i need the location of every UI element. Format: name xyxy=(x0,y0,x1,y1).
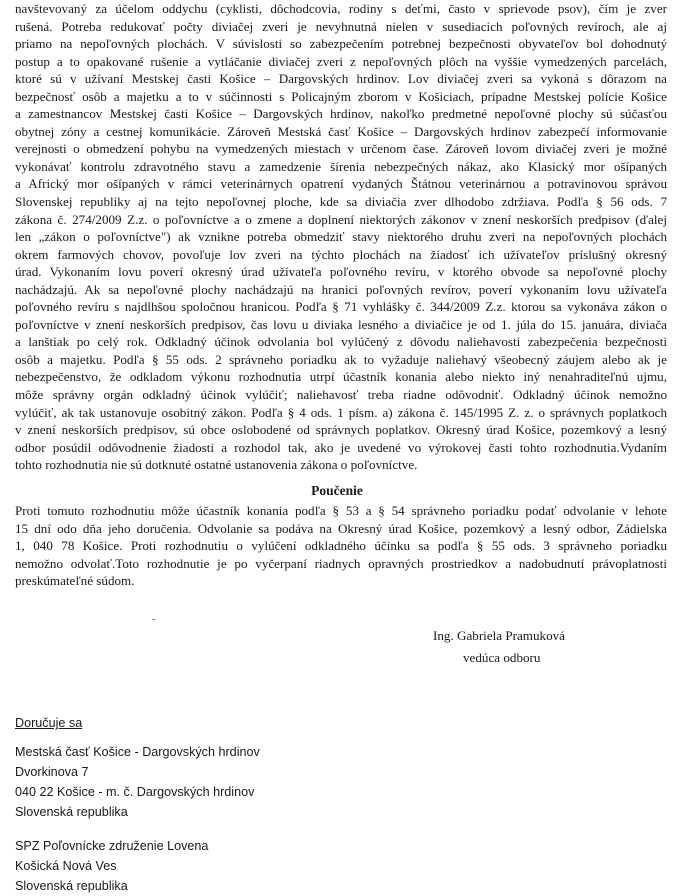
instruction-heading: Poučenie xyxy=(311,483,363,498)
text-line: vykonávať kontrolu zdravotného stavu a zamedzenie šírenia nebezpečných nákaz, ako Klasický mor ošípaných xyxy=(15,158,667,174)
text-line: a Africký mor ošípaných v rámci veterinárnych opatrení vydaných Štátnou veterinárnou a potravinovou správou xyxy=(15,176,667,192)
text-line: postup a to opakované rušenie a vytláčanie diviačej zveri z nepoľovných plôch na vyššie vymedzených parcelách, xyxy=(15,53,667,69)
text-line: nachádzajú. Ak sa nepoľovné plochy nachádzajú na hranici poľovných revírov, poverí vykonaním lovu užívateľa xyxy=(15,281,667,297)
text-line: a lanštiak po celý rok. Odkladný účinok odvolania bol vylúčený z dôvodu naliehavosti zabezpečenia bezpečnosti xyxy=(15,334,667,350)
recipient-line: SPZ Poľovnícke združenie Lovena xyxy=(15,839,209,853)
text-line: Proti tomuto rozhodnutiu môže účastník konania podľa § 53 a § 54 správneho poriadku podať odvolanie v lehote xyxy=(15,503,667,518)
text-line: len „zákon o poľovníctve") ak vznikne potreba obmedziť stavy niektorého druhu zveri na nepoľovných plochách xyxy=(15,229,667,245)
text-line: tohto rozhodnutia nie sú dotknuté ostatné ustanovenia zákona o poľovníctve. xyxy=(15,457,418,473)
text-line: verejnosti o obmedzení pohybu na vymedzených miestach v určenom čase. Zároveň lovom diviačej zveri je možné xyxy=(15,141,667,157)
text-line: 15 dní odo dňa jeho doručenia. Odvolanie sa podáva na Okresný úrad Košice, pozemkový a lesný odbor, Zádielska xyxy=(15,520,667,536)
text-line: v znení neskorších predpisov, sú obce oslobodené od správnych poplatkov. Okresný úrad Košice, pozemkový a lesný xyxy=(15,422,667,438)
text-line: a zamestnancov Mestskej časti Košice – Dargovských hrdinov, nakoľko predmetné nepoľovné plochy sú súčasťou xyxy=(15,106,667,122)
text-line: osôb a majetku. Podľa § 55 ods. 2 správneho poriadku ak to vyžaduje naliehavý všeobecný záujem alebo ak je xyxy=(15,351,667,367)
recipient-line: Slovenská republika xyxy=(15,805,128,819)
stray-mark: - xyxy=(152,614,156,625)
text-line: odbor posúdil odôvodnenie žiadosti a rozhodol tak, ako je uvedené vo výrokovej časti tohto rozhodnutia.Vydaním xyxy=(15,439,667,455)
text-line: môže správny orgán odkladný účinok vylúčiť; naliehavosť treba riadne odôvodniť. Odkladný účinok nemožno xyxy=(15,387,667,403)
decision-reasoning-text xyxy=(15,0,667,474)
text-line: obytnej zóny a cestnej komunikácie. Zároveň Mestská časť Košice – Dargovských hrdinov zabezpečí informovanie xyxy=(15,123,667,139)
text-line: vylúčiť, ak tak ustanovuje osobitný zákon. Podľa § 4 ods. 1 písm. a) zákona č. 145/1995 Z. z. o správnych poplatkoch xyxy=(15,404,667,420)
text-line: 1, 040 78 Košice. Proti rozhodnutiu o vylúčení odkladného účinku sa podľa § 55 ods. 3 správneho poriadku xyxy=(15,538,667,554)
recipient-line: Mestská časť Košice - Dargovských hrdinov xyxy=(15,745,260,759)
text-line: rušená. Potreba redukovať počty diviačej zveri je nevyhnutná nielen v susediacich poľovných revíroch, ale aj xyxy=(15,18,667,34)
text-line: nemožno odvolať.Toto rozhodnutie je po vyčerpaní riadnych opravných prostriedkov a nadobudnutí právoplatnosti xyxy=(15,555,667,571)
text-line: úrad. Vykonaním lovu poverí okresný úrad užívateľa poľovného revíru, v ktorého obvode sa nepoľovné plochy xyxy=(15,264,667,280)
text-line: poľovného revíru s najdlhšou spoločnou hranicou. Podľa § 71 vyhlášky č. 344/2009 Z.z. ktorou sa vykonáva zákon o xyxy=(15,299,667,315)
recipient-line: Košická Nová Ves xyxy=(15,859,117,873)
text-line: preskúmateľné súdom. xyxy=(15,573,135,589)
recipient-line: 040 22 Košice - m. č. Dargovských hrdinov xyxy=(15,785,255,799)
text-line: priamo na nepoľovných plochách. V súvislosti so zabezpečením potrebnej bezpečnosti obyvateľov bol dohodnutý xyxy=(15,36,667,52)
text-line: ktoré sú v užívaní Mestskej časti Košice – Dargovských hrdinov. Lov diviačej zveri sa vykoná s dôrazom na xyxy=(15,71,667,87)
text-line: nebezpečenstvo, že odkladom výkonu rozhodnutia utrpí účastník konania alebo niekto iný nenahraditeľnú ujmu, xyxy=(15,369,667,385)
text-line: poľovníctve v znení neskorších predpisov, čas lovu u diviaka lesného a diviačice je od 1. júla do 15. januára, diviača xyxy=(15,316,667,332)
delivery-list xyxy=(15,716,415,896)
text-line: Slovenskej republiky aj na tejto nepoľovnej ploche, kde sa diviačia zver dlhodobo zdržiava. Podľa § 56 ods. 7 xyxy=(15,194,667,210)
delivery-title: Doručuje sa xyxy=(15,716,83,730)
text-line: bezpečnosť osôb a majetku a to v súčinnosti s Policajným zborom v Košiciach, prípadne Mestskej polície Košice xyxy=(15,88,667,104)
recipient-line: Slovenská republika xyxy=(15,879,128,893)
text-line: navštevovaný za účelom oddychu (cyklisti, dôchodcovia, rodiny s deťmi, často v sprievode psov), čím je zver xyxy=(15,1,667,16)
text-line: zákona č. 274/2009 Z.z. o poľovníctve a o zmene a doplnení niektorých zákonov v znení neskorších predpisov (ďalej xyxy=(15,211,667,227)
signatory-role: vedúca odboru xyxy=(463,650,541,665)
instruction-text xyxy=(15,502,667,590)
signatory-name: Ing. Gabriela Pramuková xyxy=(433,628,565,643)
text-line: okrem farmových chovov, povoľuje lov zveri na týchto plochách na žiadosť ich užívateľov príslušný okresný xyxy=(15,246,667,262)
recipient-line: Dvorkinova 7 xyxy=(15,765,89,779)
